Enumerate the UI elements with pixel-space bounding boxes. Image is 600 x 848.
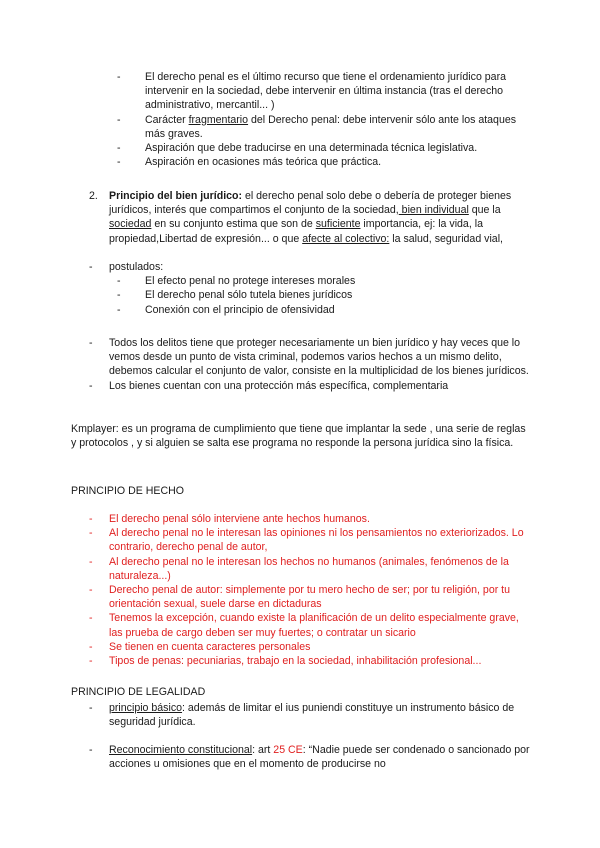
bullet-dash: - [117,156,121,169]
bullet-dash: - [89,527,93,540]
section-heading: PRINCIPIO DE HECHO [71,485,185,497]
underlined-term: fragmentario [188,113,249,126]
list-item: - Los bienes cuentan con una protección más específica, complementaria [89,379,449,392]
list-item: - Se tienen en cuenta caracteres personales [89,640,311,653]
article-reference: 25 CE [273,744,303,756]
list-item [117,155,537,169]
bullet-dash: - [117,142,121,155]
legalidad-item-1: - principio básico: además de limitar el ius puniendi constituye un instrumento básico de seguridad jurídica. [89,702,515,729]
underlined-term: principio básico [109,702,183,714]
list-item: - Al derecho penal no le interesan los hechos no humanos (animales, fenómenos de la naturaleza...) [89,555,509,582]
list-item: - Tenemos la excepción, cuando existe la planificación de un delito especialmente grave, las prueba de cargo deben ser muy fuertes; o contratar un sicario [89,612,519,639]
bullet-dash: - [117,303,121,316]
list-item: - El efecto penal no protege intereses morales [117,275,356,288]
bullet-dash: - [89,744,93,756]
list-item [117,141,537,155]
list-item-text: Carácter fragmentario del Derecho penal: debe intervenir sólo ante los ataques más graves. [145,113,517,140]
bullet-dash: - [89,640,93,653]
bullet-dash: - [89,555,93,568]
middle-bullet-list [89,336,531,393]
list-item [117,113,537,141]
bullet-dash: - [89,337,93,349]
bullet-dash: - [117,275,121,288]
list-item: - Derecho penal de autor: simplemente por tu mero hecho de ser; por tu religión, por tu orientación sexual, suele darse en dictaduras [89,584,511,611]
legalidad-item-2: - Reconocimiento constitucional: art 25 CE: “Nadie puede ser condenado o sancionado por acciones u omisiones que en el momento de producirse no [89,744,530,771]
list-number: 2. [89,190,98,202]
bullet-dash: - [89,612,93,625]
list-item: - El derecho penal sólo interviene ante hechos humanos. [89,513,370,525]
list-item [117,70,537,113]
bullet-dash: - [117,71,121,83]
list-item-text: Aspiración en ocasiones más teórica que práctica. [145,156,382,169]
kmplayer-paragraph: Kmplayer: es un programa de cumplimiento que tiene que implantar la sede , una serie de reglas y protocolos , y si alguien se salta ese programa no responde la persona jurídica sino la física. [71,423,526,450]
list-item: - Todos los delitos tiene que proteger necesariamente un bien jurídico y hay veces que lo vemos desde un punto de vista criminal, podemos varios hechos a un mismo delito, debemos calcular el conjunto de valor, consiste en la multiplicidad de los bienes jurídicos. [89,337,529,378]
postulados-list [89,274,531,317]
bullet-dash: - [117,113,121,126]
principle-2-title: Principio del bien jurídico: [109,190,243,202]
list-item: - Tipos de penas: pecuniarias, trabajo en la sociedad, inhabilitación profesional... [89,655,482,668]
bullet-dash: - [89,379,93,392]
list-item-text: El derecho penal es el último recurso que tiene el ordenamiento jurídico para intervenir en la sociedad, debe intervenir en última instancia (tras el derecho administrativo, mercantil... ) [145,71,506,112]
top-bullet-list [117,70,537,169]
bullet-dash: - [89,261,93,273]
bullet-dash: - [117,289,121,302]
bullet-dash: - [89,513,93,525]
postulados-label: postulados: [109,261,164,273]
list-item: - Al derecho penal no le interesan las opiniones ni los pensamientos no exteriorizados. Lo contrario, derecho penal de autor, [89,527,524,554]
section-heading: PRINCIPIO DE LEGALIDAD [71,686,206,698]
bullet-dash: - [89,655,93,668]
list-item: - Conexión con el principio de ofensividad [117,303,335,316]
hecho-list [89,512,535,668]
list-item: - El derecho penal sólo tutela bienes jurídicos [117,289,353,302]
list-item-text: Aspiración que debe traducirse en una determinada técnica legislativa. [145,142,478,155]
bullet-dash: - [89,584,93,597]
underlined-term: Reconocimiento constitucional [109,744,253,756]
bullet-dash: - [89,702,93,714]
principle-2 [89,189,531,246]
postulados-block [89,260,531,317]
principle-2-text: Principio del bien jurídico: el derecho penal solo debe o debería de proteger bienes jurídicos, interés que compartimos el conjunto de la sociedad, bien individual que la sociedad en su conjunto estima que son de suficiente importancia, ej: la vida, la propiedad,Libertad de expresión... o que afecte al colectivo: la salud, seguridad vial, [109,190,512,245]
